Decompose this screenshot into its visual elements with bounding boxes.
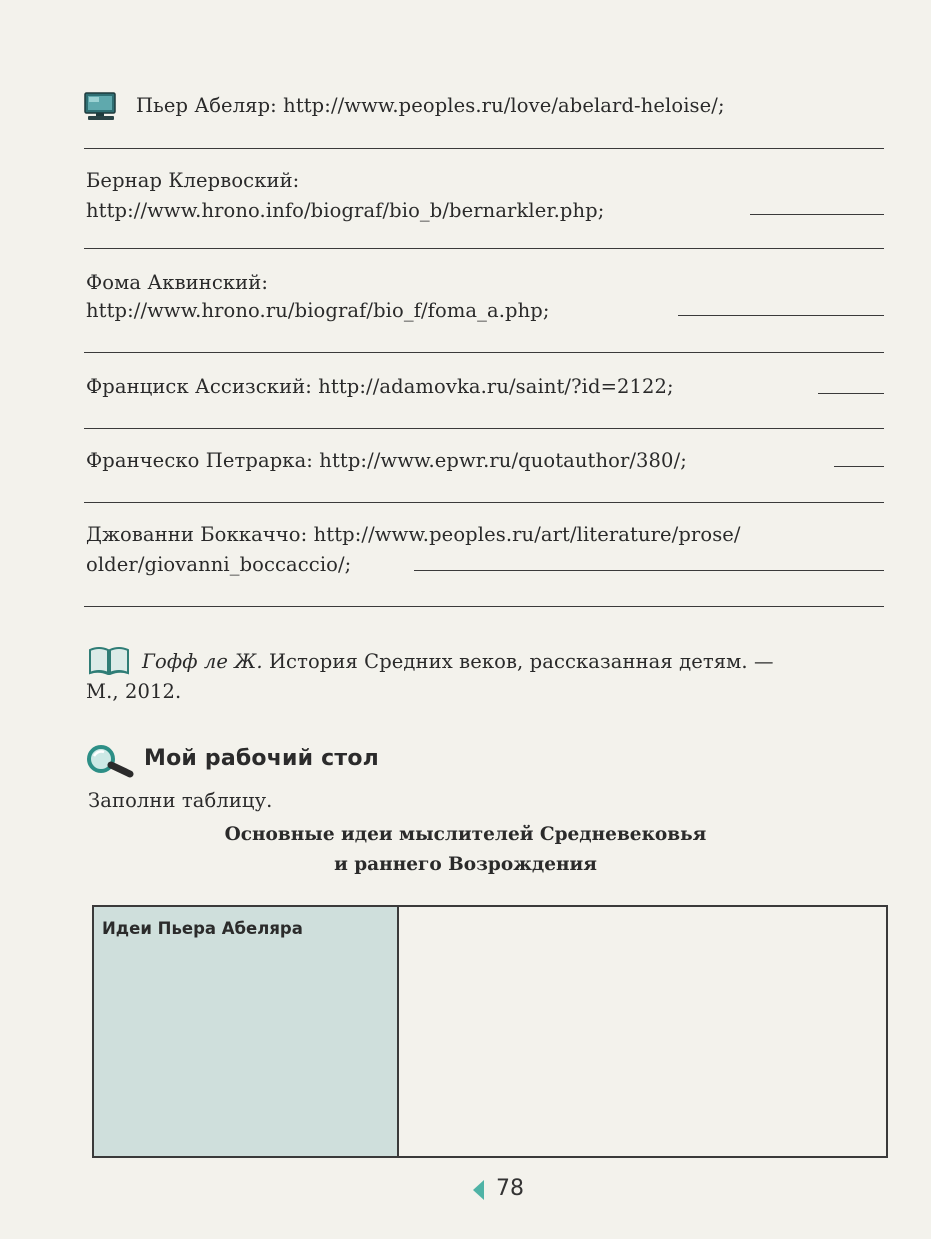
answer-line xyxy=(84,428,884,429)
url-link[interactable]: http://www.epwr.ru/quotauthor/380/; xyxy=(319,449,687,472)
answer-line xyxy=(750,214,884,215)
answer-line xyxy=(678,315,884,316)
page-arrow-icon xyxy=(471,1178,485,1202)
link-entry-boccaccio xyxy=(86,522,741,548)
row-label: Идеи Пьера Абеляра xyxy=(102,919,303,938)
magnifier-icon xyxy=(86,744,134,778)
page-number: 78 xyxy=(496,1176,524,1201)
link-entry-francis xyxy=(86,374,674,400)
answer-line xyxy=(414,570,884,571)
answer-line xyxy=(818,393,884,394)
url-link[interactable]: older/giovanni_boccaccio/; xyxy=(86,553,352,576)
person-name: Бернар Клервоский: xyxy=(86,169,300,192)
url-link[interactable]: http://www.hrono.ru/biograf/bio_f/foma_a.php; xyxy=(86,299,550,322)
computer-icon xyxy=(84,92,118,122)
table-row xyxy=(93,906,887,1157)
url-link[interactable]: http://www.peoples.ru/love/abelard-heloise/; xyxy=(283,94,725,117)
instruction-text: Заполни таблицу. xyxy=(88,789,273,812)
answer-cell[interactable] xyxy=(398,906,887,1157)
table-title-line2: и раннего Возрождения xyxy=(334,854,597,875)
answer-line xyxy=(834,466,884,467)
answer-line xyxy=(84,248,884,249)
ideas-table xyxy=(92,905,888,1158)
person-name: Франциск Ассизский: xyxy=(86,375,312,398)
link-entry-petrarch xyxy=(86,448,687,474)
person-name: Франческо Петрарка: xyxy=(86,449,313,472)
book-icon xyxy=(88,646,130,676)
table-title-line1: Основные идеи мыслителей Средневековья xyxy=(224,824,707,845)
book-reference xyxy=(142,649,774,675)
url-link[interactable]: http://www.hrono.info/biograf/bio_b/bernarkler.php; xyxy=(86,199,605,222)
section-heading: Мой рабочий стол xyxy=(144,746,379,771)
person-name: Пьер Абеляр: xyxy=(136,94,277,117)
book-imprint: М., 2012. xyxy=(86,680,182,703)
book-title: История Средних веков, рассказанная детям. — xyxy=(268,650,774,673)
answer-line xyxy=(84,148,884,149)
answer-line xyxy=(84,502,884,503)
answer-line xyxy=(84,606,884,607)
url-link[interactable]: http://www.peoples.ru/art/literature/prose/ xyxy=(313,523,741,546)
row-label-cell xyxy=(93,906,398,1157)
person-name: Фома Аквинский: xyxy=(86,271,269,294)
answer-line xyxy=(84,352,884,353)
url-link[interactable]: http://adamovka.ru/saint/?id=2122; xyxy=(318,375,674,398)
person-name: Джованни Боккаччо: xyxy=(86,523,308,546)
book-author: Гофф ле Ж. xyxy=(142,650,263,673)
link-entry-abelard xyxy=(136,93,725,119)
